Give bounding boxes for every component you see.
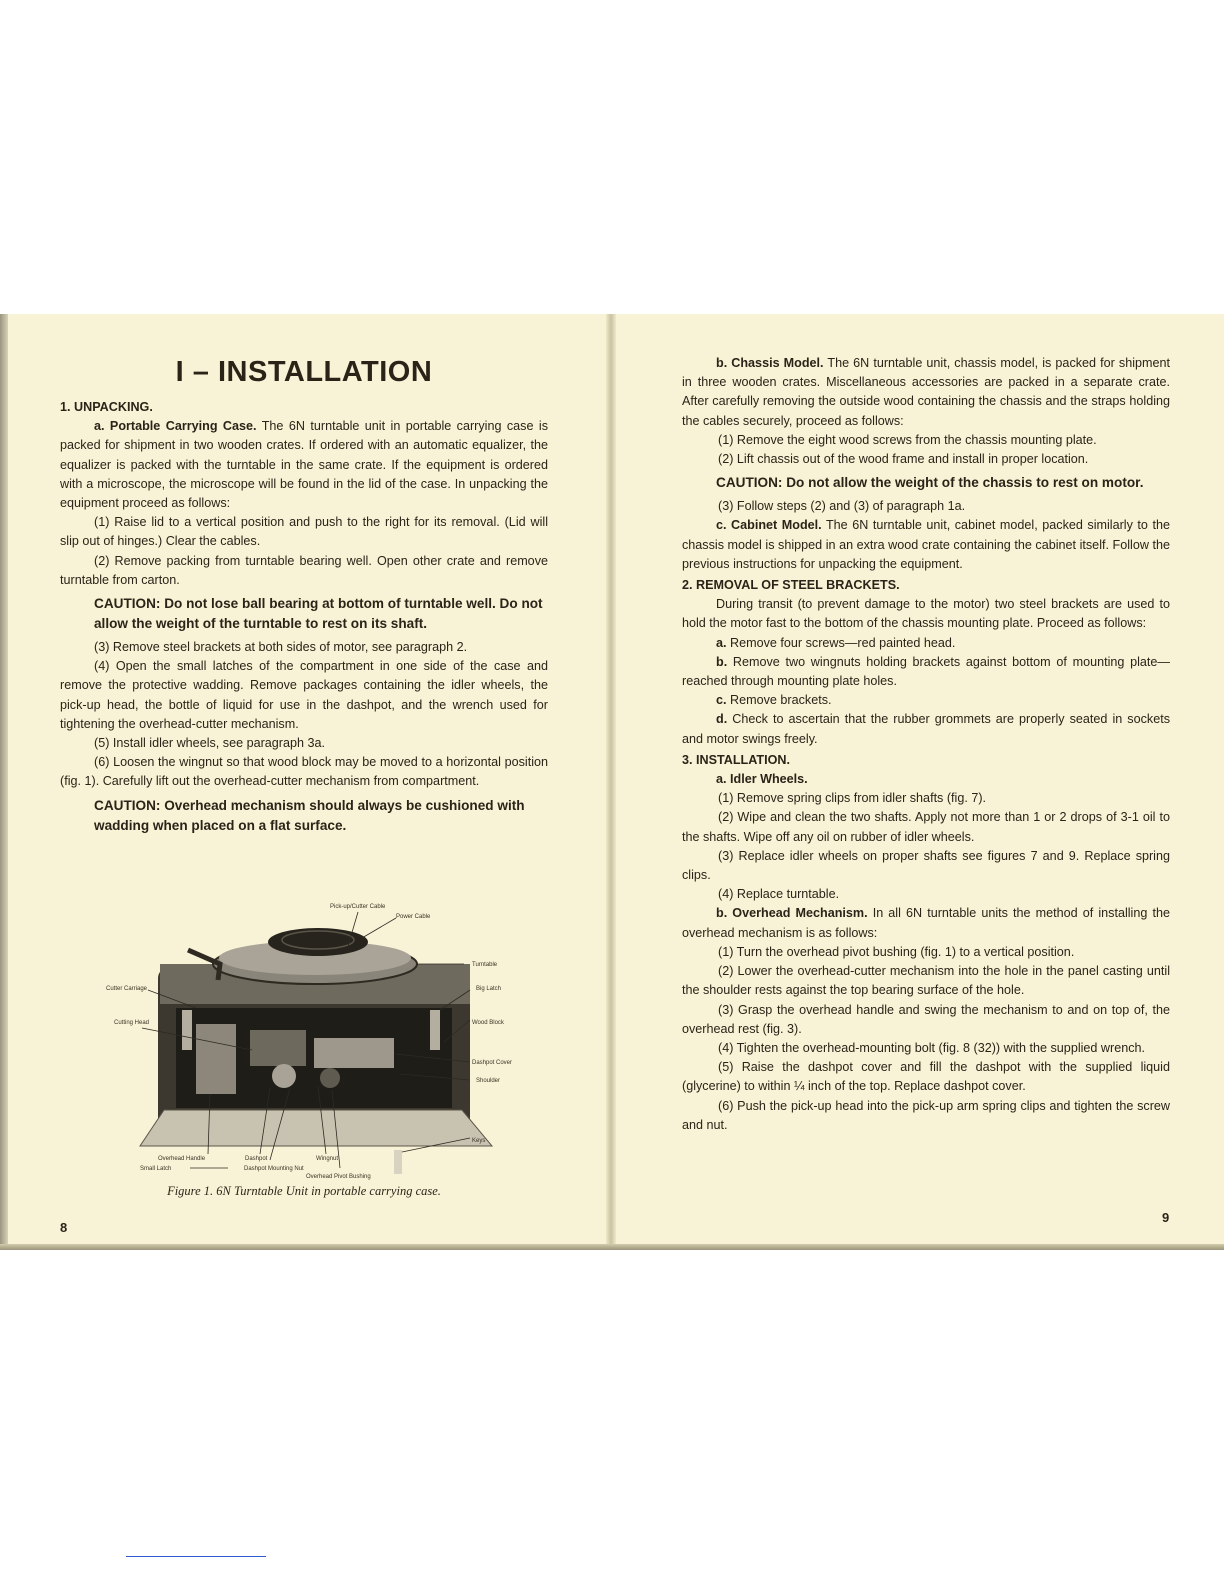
big-latch (430, 1010, 440, 1050)
overhead-step-2: (2) Lower the overhead-cutter mechanism into the hole in the panel casting until the shoulder rests against the top bearing surface of the hole. (682, 964, 1170, 998)
step-4: (4) Open the small latches of the compartment in one side of the case and remove the protective wadding. Remove packages containing the idler wheels, the pick-up head, the bottle of liquid for use in the dashpot, and the wrench used for tightening the overhead-cutter mechanism. (60, 659, 548, 731)
bracket-step-a-label: a. (716, 635, 727, 650)
paragraph-1b-text: The 6N turntable unit, chassis model, is packed for shipment in three wooden crates. Miscellaneous accessories are packed in a separate crate. After carefully removing the outside wood containing the chassis and the straps holding the cables securely, proceed as follows: (682, 356, 1170, 428)
bracket-step-b (682, 653, 1170, 691)
label-cutter-carriage: Cutter Carriage (106, 986, 148, 992)
section-2-text: During transit (to prevent damage to the motor) two steel brackets are used to hold the motor fast to the bottom of the chassis mounting plate. Proceed as follows: (682, 597, 1170, 631)
bracket-step-b-label: b. (716, 654, 728, 669)
right-page-text (682, 354, 1170, 1135)
label-dashpot-cover: Dashpot Cover (472, 1060, 512, 1066)
step-5: (5) Install idler wheels, see paragraph 3a. (94, 736, 326, 751)
underline-link[interactable] (126, 1556, 266, 1557)
overhead-step-6: (6) Push the pick-up head into the pick-up arm spring clips and tighten the screw and nut. (682, 1098, 1170, 1132)
overhead-step-3: (3) Grasp the overhead handle and swing the mechanism to and on top of, the overhead rest (fig. 3). (682, 1002, 1170, 1036)
paragraph-1a-text: The 6N turntable unit in portable carrying case is packed for shipment in two wooden crates. If ordered with an automatic equalizer, the equalizer is packed with the turntable in the same crate. If the equipment is ordered with a microscope, the microscope will be found in the lid of the case. In unpacking the equipment proceed as follows: (60, 419, 548, 511)
step-2: (2) Remove packing from turntable bearing well. Open other crate and remove turntable from carton. (60, 553, 548, 587)
paragraph-1c-label: c. Cabinet Model. (716, 518, 822, 533)
bracket-step-b-text: Remove two wingnuts holding brackets against bottom of mounting plate—reached through mounting plate holes. (682, 654, 1170, 689)
overhead-step-5: (5) Raise the dashpot cover and fill the dashpot with the supplied liquid (glycerine) to within ¼ inch of the top. Replace dashpot cover. (682, 1060, 1170, 1094)
label-dashpot: Dashpot (245, 1156, 268, 1162)
section-1-heading: 1. UNPACKING. (60, 400, 153, 414)
label-turntable: Turntable (472, 962, 498, 968)
label-cutting-head: Cutting Head (114, 1020, 150, 1026)
compartment-door (140, 1110, 492, 1146)
paragraph-1c (682, 516, 1170, 574)
paragraph-1c-text: The 6N turntable unit, cabinet model, packed similarly to the chassis model is shipped in an extra wood crate containing the cabinet itself. Follow the previous instructions for unpacking the equipment. (682, 518, 1170, 571)
page-bottom-shadow (0, 1244, 1224, 1250)
wingnut (272, 1064, 296, 1088)
page-number-left: 8 (60, 1220, 68, 1235)
label-keys: Keys (472, 1138, 486, 1144)
label-power-cable: Power Cable (396, 914, 431, 920)
page-number-right: 9 (1162, 1210, 1170, 1225)
idler-step-1: (1) Remove spring clips from idler shafts (fig. 7). (718, 791, 987, 806)
idler-wheels-heading: a. Idler Wheels. (716, 772, 808, 787)
label-pickup-cable: Pick-up/Cutter Cable (330, 904, 386, 910)
page-edge (0, 314, 8, 1250)
overhead-step-1: (1) Turn the overhead pivot bushing (fig. 1) to a vertical position. (718, 944, 1075, 959)
book-spine (606, 314, 616, 1250)
bracket-step-a (682, 634, 1170, 653)
label-big-latch: Big Latch (476, 986, 502, 992)
pivot-bushing (320, 1068, 340, 1088)
overhead-text: In all 6N turntable units the method of installing the overhead mechanism is as follows: (682, 906, 1170, 940)
section-3-heading: 3. INSTALLATION. (682, 752, 790, 767)
figure-caption: Figure 1. 6N Turntable Unit in portable carrying case. (167, 1184, 441, 1198)
paragraph-1a-label: a. Portable Carrying Case. (94, 419, 257, 434)
paragraph-1b (682, 354, 1170, 431)
chassis-step-2: (2) Lift chassis out of the wood frame and install in proper location. (718, 452, 1089, 467)
label-small-latch: Small Latch (140, 1166, 172, 1172)
label-wingnut: Wingnut (316, 1156, 339, 1162)
label-pivot-bushing: Overhead Pivot Bushing (306, 1174, 371, 1180)
bracket-step-c-label: c. (716, 693, 727, 708)
dashpot-body (196, 1024, 236, 1094)
caution-chassis: CAUTION: Do not allow the weight of the chassis to rest on motor. (716, 475, 1144, 491)
bracket-step-c (682, 691, 1170, 710)
bracket-step-d (682, 710, 1170, 748)
step-3: (3) Remove steel brackets at both sides of motor, see paragraph 2. (94, 640, 468, 655)
bracket-step-d-label: d. (716, 712, 728, 727)
turntable-figure (100, 898, 512, 1198)
idler-step-2: (2) Wipe and clean the two shafts. Apply not more than 1 or 2 drops of 3-1 oil to the shafts. Wipe off any oil on rubber of idler wheels. (682, 810, 1170, 844)
book-spread (0, 314, 1224, 1250)
paragraph-1b-label: b. Chassis Model. (716, 356, 824, 370)
overhead-step-4: (4) Tighten the overhead-mounting bolt (fig. 8 (32)) with the supplied wrench. (718, 1040, 1146, 1055)
label-wood-block: Wood Block (472, 1020, 504, 1026)
label-dashpot-nut: Dashpot Mounting Nut (244, 1166, 304, 1172)
paragraph-1a (60, 417, 548, 513)
chassis-step-1: (1) Remove the eight wood screws from the chassis mounting plate. (718, 432, 1097, 447)
overhead-mechanism (250, 1030, 306, 1066)
bracket-step-a-text: Remove four screws—red painted head. (726, 635, 956, 650)
idler-step-3: (3) Replace idler wheels on proper shafts see figures 7 and 9. Replace spring clips. (682, 848, 1170, 883)
key (394, 1150, 402, 1174)
idler-step-4: (4) Replace turntable. (718, 887, 840, 902)
caution-overhead: CAUTION: Overhead mechanism should always be cushioned with wadding when placed on a flat surface. (94, 797, 525, 833)
bracket-step-d-text: Check to ascertain that the rubber grommets are properly seated in sockets and motor swings freely. (682, 712, 1170, 746)
step-6: (6) Loosen the wingnut so that wood block may be moved to a horizontal position (fig. 1). Carefully lift out the overhead-cutter mechanism from compartment. (60, 755, 548, 789)
section-2-heading: 2. REMOVAL OF STEEL BRACKETS. (682, 578, 900, 593)
chassis-step-3: (3) Follow steps (2) and (3) of paragraph 1a. (718, 499, 966, 514)
overhead-paragraph (682, 904, 1170, 942)
left-page-text (60, 354, 548, 840)
wood-block (314, 1038, 394, 1068)
label-overhead-handle: Overhead Handle (158, 1156, 206, 1162)
overhead-label: b. Overhead Mechanism. (716, 906, 868, 921)
step-1: (1) Raise lid to a vertical position and push to the right for its removal. (Lid will slip out of hinges.) Clear the cables. (60, 515, 548, 549)
small-latch (182, 1010, 192, 1050)
caution-ball-bearing: CAUTION: Do not lose ball bearing at bottom of turntable well. Do not allow the weight of the turntable to rest on its shaft. (94, 596, 543, 632)
label-shoulder: Shoulder (476, 1078, 501, 1084)
bracket-step-c-text: Remove brackets. (726, 693, 832, 708)
chapter-title: I – INSTALLATION (175, 356, 433, 388)
